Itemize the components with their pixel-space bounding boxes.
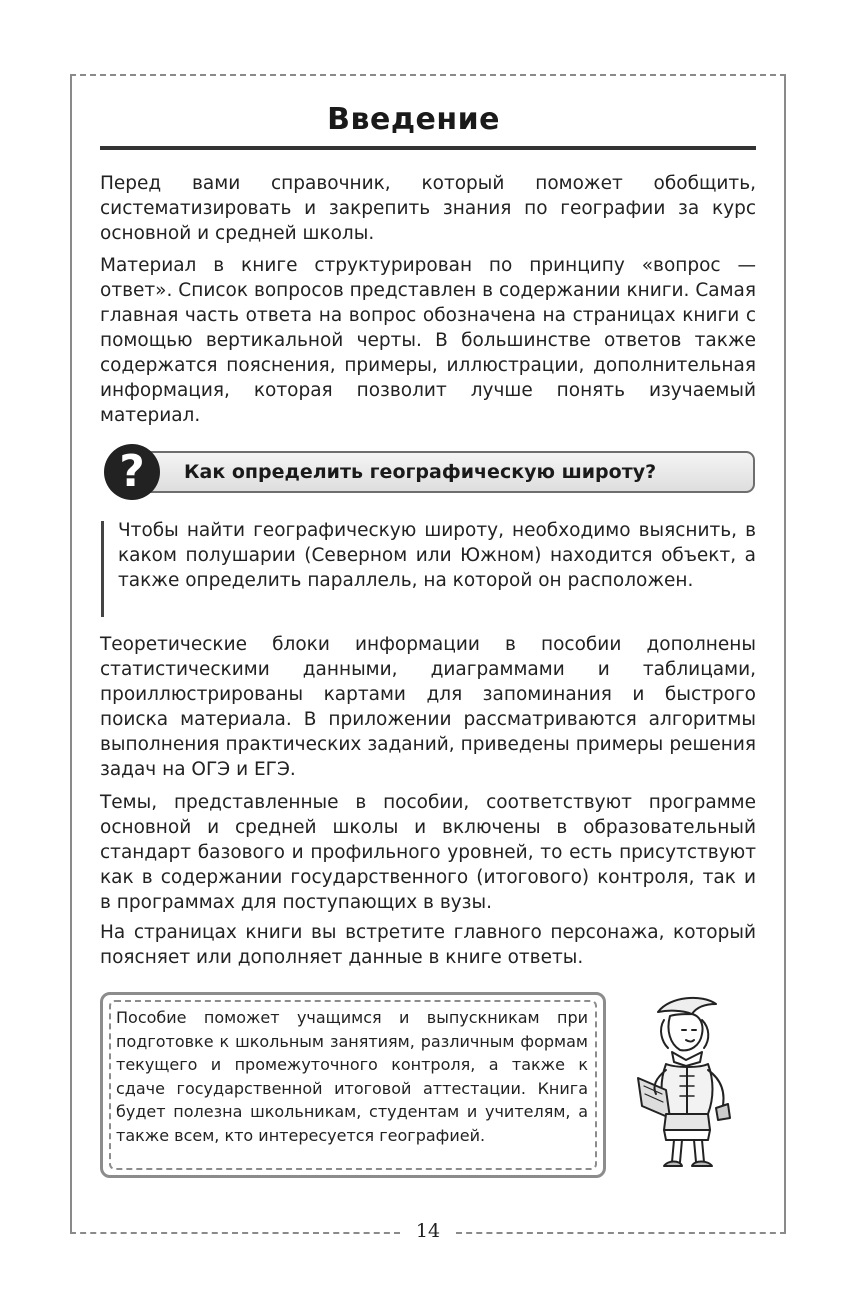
- page-number: 14: [415, 1220, 441, 1242]
- page-frame-bottom-left: [70, 1232, 400, 1234]
- page-frame-top: [70, 74, 786, 76]
- note-text: Пособие поможет учащимся и выпускникам при подготовке к школьным занятиям, различным формам текущего и промежуточного контроля, а также к сдаче государственной итоговой аттестации. Книга будет полезна школьникам, студентам и учителям, а также всем, кто интересуется географией.: [116, 1008, 588, 1145]
- character-paragraph: На страницах книги вы встретите главного персонажа, который поясняет или дополняет данные в книге ответы.: [100, 922, 756, 968]
- question-banner: [140, 451, 755, 493]
- page-frame-right: [784, 74, 786, 1232]
- theory-paragraph: Теоретические блоки информации в пособии дополнены статистическими данными, диаграммами и таблицами, проиллюстрированы картами для запоминания и быстрого поиска материала. В приложении рассматриваются алгоритмы выполнения практических заданий, приведены примеры решения задач на ОГЭ и ЕГЭ.: [100, 634, 756, 780]
- question-text: Как определить географическую широту?: [184, 461, 657, 483]
- intro-paragraph: Перед вами справочник, который поможет обобщить, систематизировать и закрепить знания по географии за курс основной и средней школы.: [100, 173, 756, 244]
- question-mark-icon: ?: [104, 444, 160, 500]
- question-answer: Чтобы найти географическую широту, необходимо выяснить, в каком полушарии (Северном или Южном) находится объект, а также определить параллель, на которой он расположен.: [118, 520, 756, 591]
- title-underline: [100, 146, 756, 150]
- explorer-character-illustration: [630, 990, 750, 1175]
- structure-paragraph: Материал в книге структурирован по принципу «вопрос — ответ». Список вопросов представлен в содержании книги. Самая главная часть ответа на вопрос обозначена на страницах книги с помощью вертикальной черты. В большинстве ответов также содержатся пояснения, примеры, иллюстрации, дополнительная информация, которая позволит лучше понять изучаемый материал.: [100, 255, 756, 426]
- page-frame-left: [70, 74, 72, 1232]
- answer-vertical-bar: [101, 521, 104, 617]
- topics-paragraph: Темы, представленные в пособии, соответствуют программе основной и средней школы и включены в образовательный стандарт базового и профильного уровней, то есть присутствуют как в содержании государственного (итогового) контроля, так и в программах для поступающих в вузы.: [100, 792, 756, 913]
- page-frame-bottom-right: [456, 1232, 786, 1234]
- page-title: Введение: [327, 102, 500, 137]
